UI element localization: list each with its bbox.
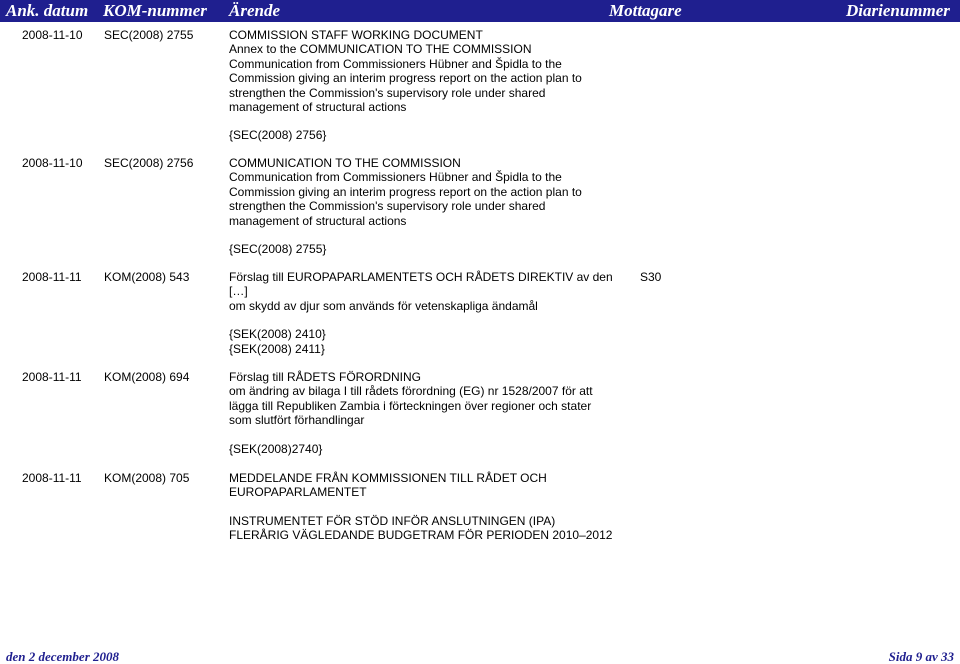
subject-line: Communication from Commissioners Hübner and Špidla to the [229,56,562,71]
received-date: 2008-11-10 [22,28,83,42]
subject-line: MEDDELANDE FRÅN KOMMISSIONEN TILL RÅDET OCH [229,471,547,485]
subject-line: strengthen the Commission's supervisory role under shared [229,85,546,100]
received-date: 2008-11-11 [22,270,82,284]
header-subject: Ärende [229,1,280,20]
subject-text [229,471,629,543]
subject-line: Commission giving an interim progress report on the action plan to [229,71,582,86]
subject-line: COMMISSION STAFF WORKING DOCUMENT [229,28,483,42]
received-date: 2008-11-11 [22,370,82,384]
subject-line: COMMUNICATION TO THE COMMISSION [229,156,461,170]
subject-text [229,156,629,256]
recipient: S30 [640,270,662,284]
reference-line: {SEK(2008) 2410} [229,327,326,342]
reference-line: {SEK(2008)2740} [229,441,323,456]
subject-line: EUROPAPARLAMENTET [229,485,367,500]
subject-line: […] [229,284,248,299]
subject-line: Förslag till RÅDETS FÖRORDNING [229,370,422,384]
reference-line: {SEC(2008) 2756} [229,128,327,143]
subject-line: Communication from Commissioners Hübner and Špidla to the [229,170,562,185]
subject-line: lägga till Republiken Zambia i förteckningen över regioner och stater [229,398,592,413]
subject-line: management of structural actions [229,213,407,228]
reference-line: FLERÅRIG VÄGLEDANDE BUDGETRAM FÖR PERIODEN 2010–2012 [229,528,613,543]
subject-text [229,270,629,356]
kom-number: KOM(2008) 543 [104,270,190,284]
reference-line: INSTRUMENTET FÖR STÖD INFÖR ANSLUTNINGEN (IPA) [229,513,556,528]
subject-line: om skydd av djur som används för vetenskapliga ändamål [229,298,538,313]
kom-number: KOM(2008) 694 [104,370,190,384]
reference-line: {SEC(2008) 2755} [229,242,327,257]
page-number: Sida 9 av 33 [888,649,954,664]
subject-line: Commission giving an interim progress report on the action plan to [229,184,582,199]
footer-date: den 2 december 2008 [6,649,120,664]
subject-line: strengthen the Commission's supervisory role under shared [229,199,546,214]
kom-number: KOM(2008) 705 [104,471,190,485]
subject-line: som slutfört förhandlingar [229,413,365,428]
kom-number: SEC(2008) 2755 [104,28,194,42]
header-registry-number: Diarienummer [846,1,950,20]
received-date: 2008-11-11 [22,471,82,485]
subject-text [229,28,629,143]
header-received-date: Ank. datum [6,1,89,20]
subject-line: Förslag till EUROPAPARLAMENTETS OCH RÅDETS DIREKTIV av den [229,270,613,284]
received-date: 2008-11-10 [22,156,83,170]
subject-line: om ändring av bilaga I till rådets förordning (EG) nr 1528/2007 för att [229,384,593,399]
subject-text [229,370,629,456]
header-recipient: Mottagare [609,1,682,20]
subject-line: Annex to the COMMUNICATION TO THE COMMISSION [229,42,532,57]
kom-number: SEC(2008) 2756 [104,156,194,170]
reference-line: {SEK(2008) 2411} [229,341,325,356]
header-kom-number: KOM-nummer [103,1,207,20]
subject-line: management of structural actions [229,100,407,115]
table-header [0,0,960,22]
